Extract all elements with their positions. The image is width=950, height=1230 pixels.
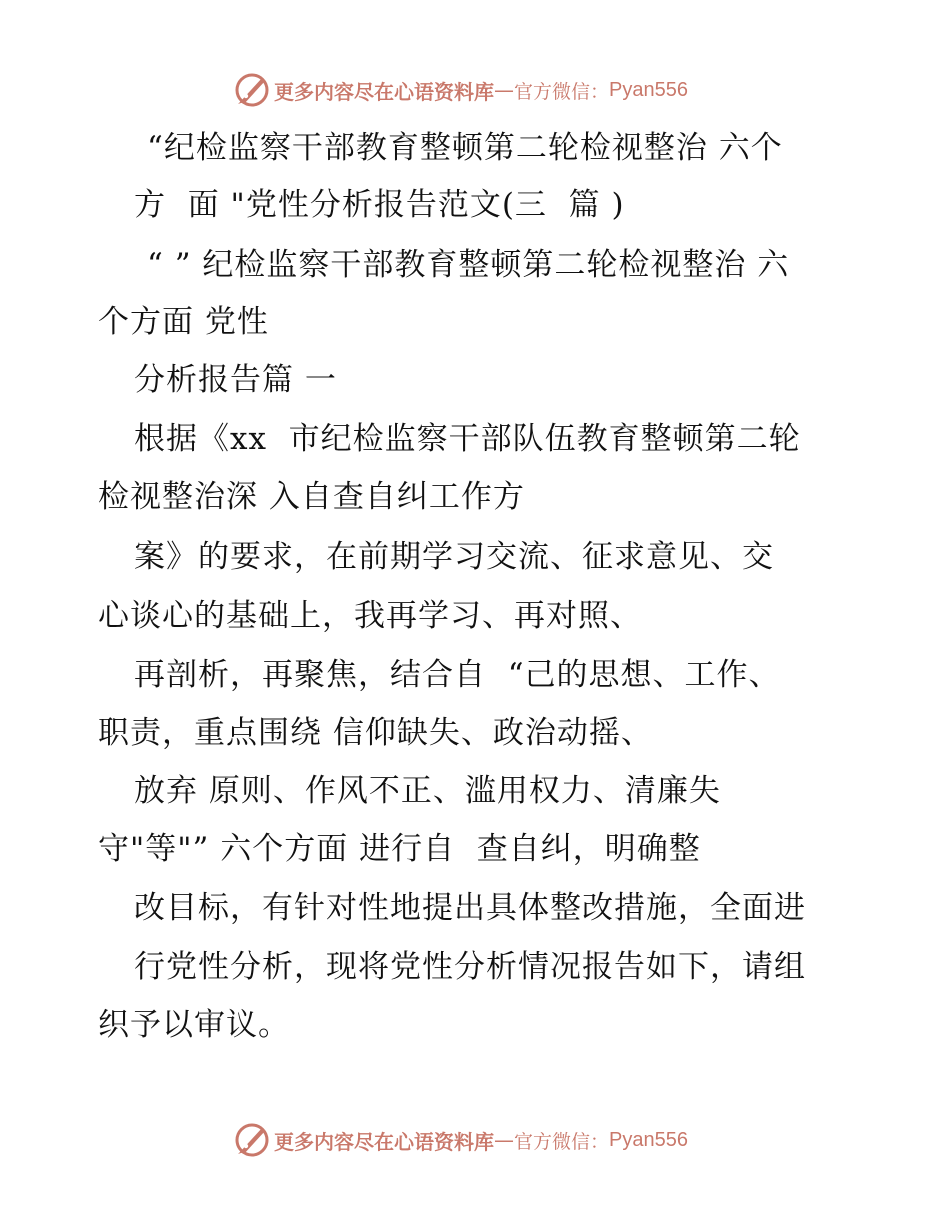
banner-slogan: 更多内容尽在心语资料库 (274, 79, 494, 104)
document-line: 分析报告篇 一 (134, 362, 337, 398)
document-line: 方 面 "党性分析报告范文(三 篇 ) (134, 187, 625, 223)
quill-pen-logo-icon (232, 70, 272, 110)
header-banner (0, 68, 950, 112)
banner-slogan: 更多内容尽在心语资料库 (274, 1129, 494, 1154)
document-line: 再剖析，再聚焦，结合自 “己的思想、工作、 (134, 657, 781, 693)
document-line: 守"等"” 六个方面 进行自 查自纠，明确整 (98, 831, 701, 867)
document-line: 心谈心的基础上，我再学习、再对照、 (98, 598, 642, 634)
document-line: 改目标，有针对性地提出具体整改措施，全面进 (134, 890, 806, 926)
document-line: 检视整治深 入自查自纠工作方 (98, 479, 525, 515)
document-line: 行党性分析，现将党性分析情况报告如下，请组 (134, 949, 806, 985)
document-line: 职责，重点围绕 信仰缺失、政治动摇、 (98, 715, 653, 751)
footer-banner-content (232, 1118, 688, 1162)
document-line: 个方面 党性 (98, 304, 269, 340)
document-line: 放弃 原则、作风不正、滥用权力、清廉失 (134, 773, 721, 809)
header-banner-content (232, 68, 688, 112)
banner-wechat-id: Pyan556 (609, 1128, 688, 1151)
footer-banner (0, 1118, 950, 1162)
banner-wechat-id: Pyan556 (609, 78, 688, 101)
document-line: “纪检监察干部教育整顿第二轮检视整治 六个 (147, 130, 783, 166)
banner-wechat-label: 官方微信： (514, 80, 610, 103)
banner-dash: — (494, 1128, 514, 1152)
banner-wechat-label: 官方微信： (514, 1130, 610, 1153)
document-line: “ ” 纪检监察干部教育整顿第二轮检视整治 六 (147, 247, 790, 283)
document-line: 案》的要求，在前期学习交流、征求意见、交 (134, 539, 774, 575)
quill-pen-logo-icon (232, 1120, 272, 1160)
document-line: 织予以审议。 (98, 1007, 290, 1043)
banner-dash: — (494, 78, 514, 102)
document-line: 根据《xx 市纪检监察干部队伍教育整顿第二轮 (134, 421, 801, 457)
